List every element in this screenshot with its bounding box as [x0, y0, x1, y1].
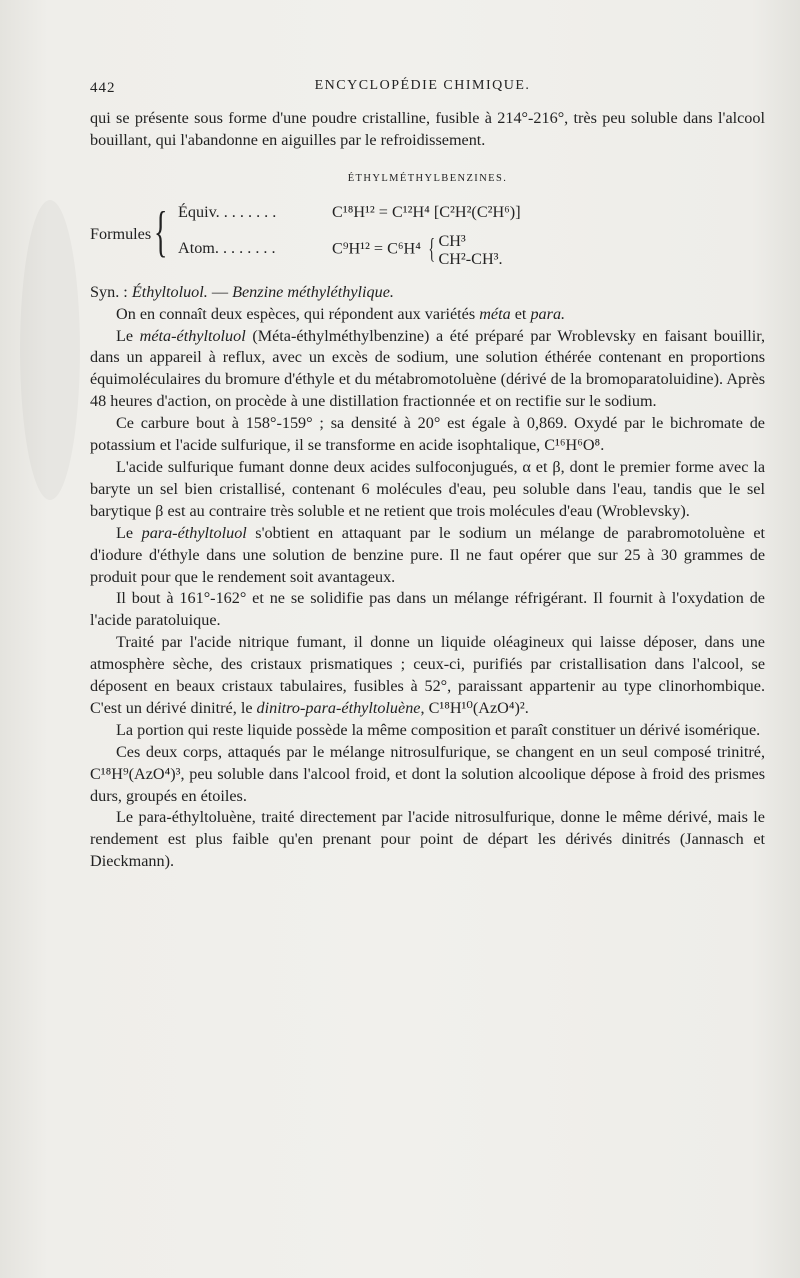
page-body	[90, 108, 765, 873]
p2-rest: (Méta-éthylméthylbenzine) a été préparé par Wroblevsky en faisant bouillir, dans un appareil à reflux, avec un excès de sodium, une solution éthérée contenant en proportions équimoléculaires du bromure d'éthyle et du métabromotoluène (dérivé de la bromoparatoluidine). Après 48 heures d'action, on procède à une distillation fractionnée et on rectifie sur le sodium.	[90, 326, 765, 411]
paragraph-3: Ce carbure bout à 158°-159° ; sa densité à 20° est égale à 0,869. Oxydé par le bichromate de potassium et l'acide sulfurique, il se transforme en acide isophtalique, C¹⁶H⁶O⁸.	[90, 414, 765, 455]
p7-end: , C¹⁸H¹⁰(AzO⁴)².	[420, 698, 529, 717]
equiv-row	[178, 202, 521, 224]
paragraph-5	[90, 523, 765, 589]
p7-start: Traité par l'acide nitrique fumant, il donne un liquide oléagineux qui laisse déposer, dans une atmosphère sèche, des cristaux prismatiques ; ceux-ci, purifiés par cristallisation dans l'alcool, se déposent en beaux cristaux tabulaires, fusibles à 52°, paraissant appartenir au type clinorhombique. C'est un dérivé dinitré, le	[90, 633, 765, 717]
paragraph-9: Ces deux corps, attaqués par le mélange nitrosulfurique, se changent en un seul composé trinitré, C¹⁸H⁹(AzO⁴)³, peu soluble dans l'alcool froid, et dont la solution alcoolique dépose à froid des prismes durs, groupés en étoiles.	[90, 742, 765, 805]
section-title: ÉTHYLMÉTHYLBENZINES.	[347, 172, 508, 184]
p2-term: méta-éthyltoluol	[139, 326, 246, 345]
syn-name-1: Éthyltoluol.	[131, 282, 208, 301]
syn-dash: —	[207, 282, 233, 301]
p5-term: para-éthyltoluol	[141, 523, 247, 542]
paragraph-8: La portion qui reste liquide possède la même composition et paraît constituer un dérivé isomérique.	[116, 720, 761, 739]
equiv-label: Équiv. . . . . . . .	[178, 202, 277, 221]
intro-paragraph: qui se présente sous forme d'une poudre cristalline, fusible à 214°-216°, très peu soluble dans l'alcool bouillant, qui l'abandonne en aiguilles par le refroidissement.	[90, 109, 765, 149]
formula-block	[90, 198, 765, 276]
p1-para: para.	[530, 304, 566, 323]
atom-sub-1: CH³	[438, 231, 466, 250]
page-number: 442	[90, 80, 116, 96]
atom-substituents	[438, 232, 502, 268]
p1-text-a: On en connaît deux espèces, qui répondent aux variétés	[116, 304, 480, 323]
syn-prefix: Syn. :	[90, 282, 132, 301]
formulas-label: Formules	[90, 224, 152, 243]
paragraph-4: L'acide sulfurique fumant donne deux acides sulfoconjugués, α et β, dont le premier forme avec la baryte un sel bien cristallisé, contenant 6 molécules d'eau, peu soluble dans l'eau, tandis que le sel barytique β est au contraire très soluble et ne retient que trois molécules d'eau (Wroblevsky).	[90, 457, 765, 520]
p7-term: dinitro-para-éthyltoluène	[256, 698, 421, 717]
p1-text-b: et	[510, 304, 531, 323]
page-shadow	[20, 200, 80, 500]
syn-name-2: Benzine méthyléthylique.	[232, 282, 394, 301]
atom-formula: C⁹H¹² = C⁶H⁴	[332, 239, 421, 258]
paragraph-10: Le para-éthyltoluène, traité directement par l'acide nitrosulfurique, donne le même dérivé, mais le rendement est plus faible qu'en prenant pour point de départ les dérivés dinitrés (Jannasch et Dieckmann).	[90, 808, 765, 871]
left-brace: {	[154, 200, 168, 263]
p1-meta: méta	[479, 304, 511, 323]
equiv-formula: C¹⁸H¹² = C¹²H⁴ [C²H²(C²H⁶)]	[332, 202, 521, 221]
paragraph-2	[90, 326, 765, 414]
paragraph-7	[90, 632, 765, 720]
atom-sub-2: CH²-CH³.	[438, 249, 503, 268]
p5-start: Le	[116, 523, 142, 542]
page-header	[90, 78, 755, 102]
paragraph-1	[90, 304, 765, 326]
small-brace: {	[428, 233, 436, 265]
paragraph-6: Il bout à 161°-162° et ne se solidifie pas dans un mélange réfrigérant. Il fournit à l'oxydation de l'acide paratoluique.	[90, 589, 765, 630]
p2-start: Le	[116, 326, 140, 345]
atom-row	[178, 232, 503, 268]
p5-rest: s'obtient en attaquant par le sodium un mélange de parabromotoluène et d'iodure d'éthyle dans une solution de benzine pure. Il ne faut opérer que sur 25 à 30 grammes de produit pour que le rendement soit avantageux.	[90, 523, 765, 586]
running-title: ENCYCLOPÉDIE CHIMIQUE.	[314, 78, 531, 93]
synonyms-line	[90, 282, 765, 304]
atom-label: Atom. . . . . . . .	[178, 239, 276, 258]
